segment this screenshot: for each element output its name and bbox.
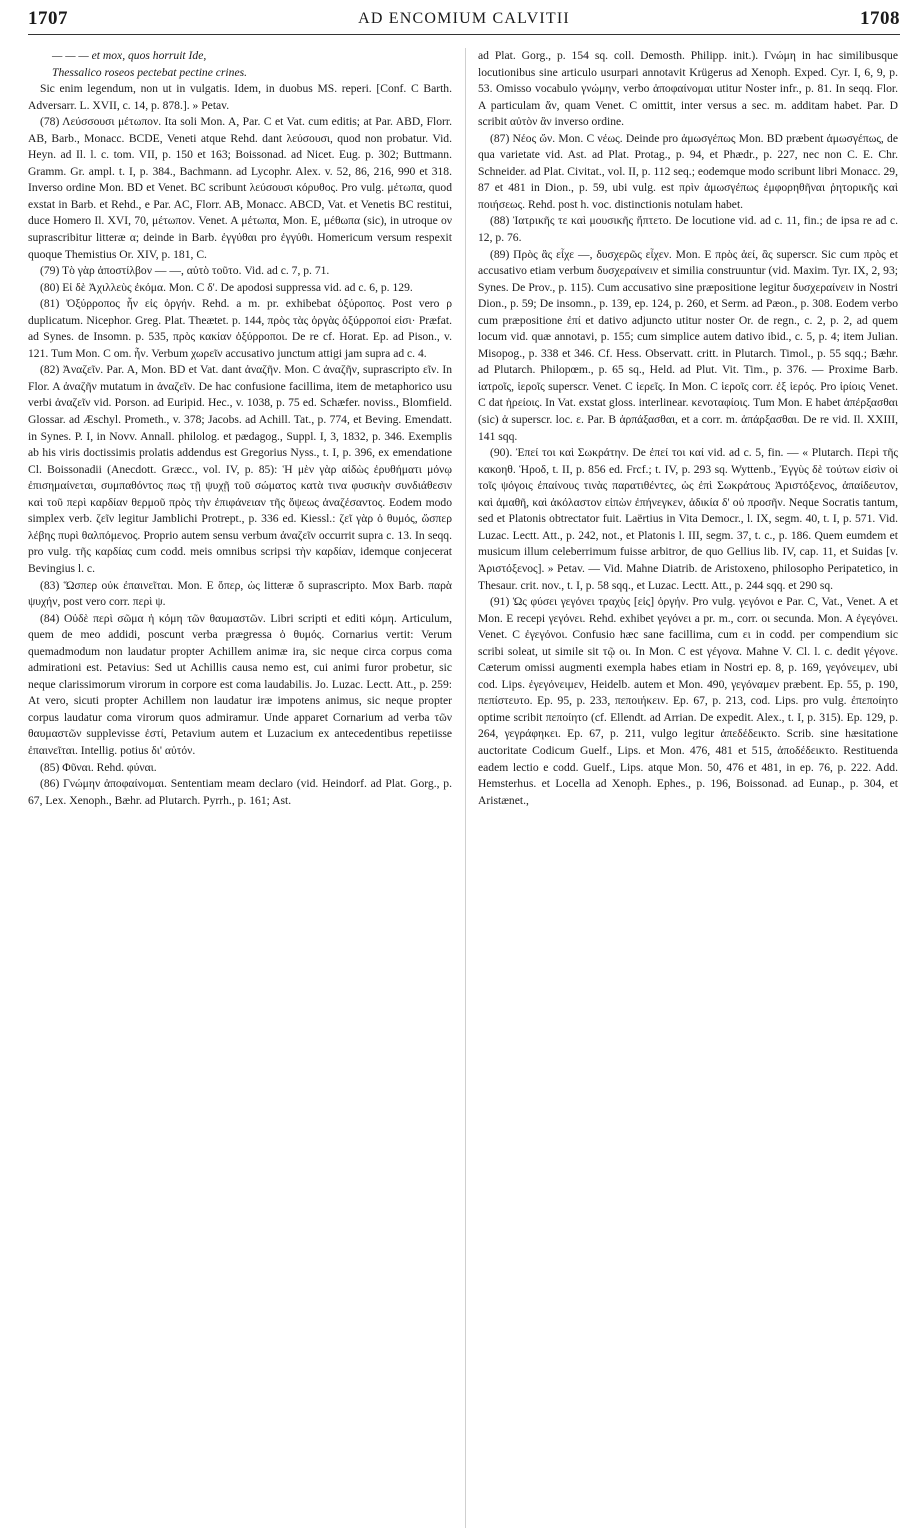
- paragraph-continued: ad Plat. Gorg., p. 154 sq. coll. Demosth. Philipp. init.). Γνώμη in hac similibusque locutionibus sine articulo usurpari annotavit Krügerus ad Xenoph. Exped. Cyr. I, 6, 9, p. 53. Omisso vocabulo γνώμην, verbo ἀποφαίνομαι utitur Noster infr., p. 81. In seqq. Flor. A particulam ἄν, quam Venet. C omittit, inter versus a sec. m. additam habet. Par. D scribit αὐτὸν ἂν inverso ordine.: [478, 49, 898, 129]
- running-title: AD ENCOMIUM CALVITII: [358, 10, 570, 27]
- note-78: (78) Λεύσσουσι μέτωπον. Ita soli Mon. A, Par. C et Vat. cum editis; at Par. ABD, Florr. AB, Barb., Monacc. BCDE, Veneti atque Rehd. dant λεύσουσι, quod non probatur. Vid. Heyn. ad Il. l. c. tom. VII, p. 150 et 163; Boissonad. ad Nicet. Eug. p. 302; Buttmann. Gramm. Gr. ampl. t. I, p. 384., Bachmann. ad Lycophr. Alex. v. 52, 86, 216, 990 et 318. Inverso ordine Mon. BD et Venet. BC scribunt λεύσουσι κόρυθος. Pro vulg. μέτωπα, quod exstat in Barb. et Rehd., e Par. AC, Florr. AB, Monacc. ABCD, Vat. et Venetis BC restitui, duce Homero Il. XVI, 70, μέτωπον. Venet. A μέτωπα, Mon. E, μέθωπα (sic), in utroque ον suprascribitur litteræ α; deinde in Barb. ἐγγύθαι pro ἐγγύθι. Homericum versum respexit quoque Themistius Or. XIV, p. 181, C.: [28, 115, 452, 261]
- note-84: (84) Οὐδὲ περὶ σῶμα ἡ κόμη τῶν θαυμαστῶν. Libri scripti et editi κόμη. Articulum, quem de meo addidi, poscunt verba prægressa ὁ θυμός. Cornarius vertit: Verum quemadmodum non laudatur propter Achillem animæ ira, sic neque circa corpus coma admirationi est. Petavius: Sed ut Achillis causa nemo est, cui animi furor probetur, sic neque clarissimorum virorum in corpore est coma laudabilis. Jo. Luzac. Lectt. Att., p. 259: At vero, sicuti propter Achillem non laudatur iræ impotens animus, sic neque propter corpus laudatur coma virorum quos admiramur. Unde apparet Cornarium ad verba τῶν θαυμαστῶν supplevisse ἐστί, Petavium autem et Luzacium ex antecedentibus repetiisse ἐπαινεῖται. Intellig. potius δι' αὐτόν.: [28, 611, 452, 757]
- note-89: (89) Πρὸς ἃς εἶχε —, δυσχερῶς εἶχεν. Mon. E πρὸς ἀεί, ἃς superscr. Sic cum πρὸς et accusativo etiam verbum δυσχεραίνειν et similia construuntur (vid. Maxim. Tyr. IX, 2, 93; Synes. De Prov., p. 115). Cum accusativo sine præpositione legitur δυσχεραίνειν in Nostri Dion., p. 59; De insomn., p. 139, ep. 124, p. 260, et Serm. ad Pæon., p. 308. Eodem verbo cum præpositione ἐπί et dativo adjuncto utitur noster Or. de regn., c. 2, p. 2, ad quem locum vid. quæ annotavi, p. 155; cum simplice autem dativo ibid., c. 5, p. 4; item Julian. Misopog., p. 338 et 346. Cf. Hess. Observatt. critt. in Plutarch. Timol., p. 55 sqq.; Bæhr. ad Plutarch. Philopœm., p. 65 sq., Held. ad Plut. Vit. Tim., p. 376. — Proxime Barb. ἰατροῖς, ἱεροῖς superscr. Venet. C ἱερεῖς. In Mon. C ἱεροῖς corr. ἐξ ἱερός. Pro ἱρίοις Venet. C dat ἡρείοις. In Vat. exstat gloss. interlinear. κενοταφίοις. Tum Mon. E habet ἀπέρξασθαι (sic) ἁ superscr. loc. ε. Par. B ἀρπάξασθαι, et a corr. m. ἀπάρξασθαι. De re vid. Il. XXIII, 141 sqq.: [478, 247, 898, 443]
- page-number-right: 1708: [860, 8, 900, 29]
- note-80: (80) Εἰ δὲ Ἀχιλλεὺς ἐκόμα. Mon. C δ'. De apodosi suppressa vid. ad c. 6, p. 129.: [40, 280, 413, 294]
- right-column: [478, 48, 898, 1530]
- note-83: (83) Ὥσπερ οὐκ ἐπαινεῖται. Mon. E ὅπερ, ὡς litteræ ὅ suprascripto. Mox Barb. παρὰ ψυχήν, post vero corr. περὶ ψ.: [28, 578, 452, 609]
- paragraph: Sic enim legendum, non ut in vulgatis. Idem, in duobus MS. reperi. [Conf. C Barth. Adversarr. L. XVII, c. 14, p. 878.]. » Petav.: [28, 82, 452, 112]
- note-79: (79) Τὸ γὰρ ἀποστίλβον — —, αὐτὸ τοῦτο. Vid. ad c. 7, p. 71.: [40, 264, 330, 278]
- note-87: (87) Νέος ὤν. Mon. C νέως. Deinde pro ἀμωσγέπως Mon. BD præbent ἀμωσγέπως, de qua varietate vid. Ast. ad Plat. Protag., p. 94, et Phædr., p. 227, nec non C. E. Chr. Schneider. ad Plat. Civitat., vol. II, p. 112 seq.; eodemque modo scribunt libri Monacc. 29, 87 et 481 in Dion., p. 59, ubi vulg. est πρὶν ἀμωσγέπως ἐμφορηθῆναι ῥητορικῆς καὶ ποιήσεως. Rehd. post h. voc. distinctionis notulam habet.: [478, 131, 898, 211]
- verse-line: — — — et mox, quos horruit Ide,: [52, 49, 207, 62]
- note-91: (91) Ὡς φύσει γεγόνει τραχὺς [εἰς] ὀργήν. Pro vulg. γεγόνοι e Par. C, Vat., Venet. A et Mon. E recepi γεγόνει. Rehd. exhibet γεγόνει a pr. m., corr. οι secunda. Mon. A ἐγεγόνει. Venet. C ἐγεγόνοι. Confusio hæc sane facillima, cum ει in codd. per compendium sic scribi soleat, ut simile sit τῷ οι. In Mon. C est γέγονα. Mahne V. Cl. l. c. dedit γέγονε. Cæterum omissi augmenti exempla habes etiam in Nostri ep. 8, p. 169, γεγόνειμεν, ubi cod. Lips. ἐγεγόνειμεν, Heidelb. autem et Mon. 490, γεγόναμεν præbent. Ep. 55, p. 190, πεπίστευτο. Ep. 95, p. 233, πεποιήκειν. Ep. 67, p. 213, cod. Lips. pro vulg. ἐπεποίητο optime scribit πεποίητο (cf. Ellendt. ad Arrian. De expedit. Alex., t. I, p. 315). Ep. 129, p. 264, γεγράφηκει. Ep. 67, p. 211, vulgo legitur ἀπεδέδεικτο. Scrib. sine hæsitatione auctoritate Codicum Guelf., Lips. et Mon. 476, 481 et 515, ἀποδέδεικτο. Restituenda eadem lectio e codd. Guelf., Lips. atque Mon. 50, 476 et 481, in ep. 76, p. 222. Add. Hemsterhus. et Locella ad Xenoph. Ephes., p. 196, Boissonad. ad Eunap., p. 304, et Aristænet.,: [478, 595, 898, 807]
- note-81: (81) Ὀξύρροπος ἦν εἰς ὀργήν. Rehd. a m. pr. exhibebat ὀξύροπος. Post vero ρ duplicatum. Nicephor. Greg. Plat. Theætet. p. 144, πρὸς τὰς ὀργὰς ὀξύρροποί εἰσι· Præfat. ad Synes. de Insomn. p. 535, πρὸς κακίαν ὀξύρροποι. De re cf. Horat. Ep. ad Pison., v. 121. Tum Mon. C om. ἦν. Verbum χωρεῖν accusativo junctum attigi jam supra ad c. 4.: [28, 297, 452, 360]
- note-86: (86) Γνώμην ἀποφαίνομαι. Sententiam meam declaro (vid. Heindorf. ad Plat. Gorg., p. 67, Lex. Xenoph., Bæhr. ad Plutarch. Pyrrh., p. 161; Ast.: [28, 777, 452, 807]
- verse-line: Thessalico roseos pectebat pectine crines.: [52, 65, 248, 79]
- page-number-left: 1707: [28, 8, 68, 29]
- note-82: (82) Ἀναζεῖν. Par. A, Mon. BD et Vat. dant ἀναζῆν. Mon. C ἀναζῆν, suprascripto εῖν. In Flor. A ἀναζῆν mutatum in ἀναζεῖν. De hac confusione facillima, item de metaphorico usu verbi ἀναζεῖν vid. Porson. ad Euripid. Hec., v. 1038, p. 75 ed. Schæfer. noviss., Blomfield. Glossar. ad Æschyl. Prometh., v. 378; Jacobs. ad Achill. Tat., p. 774, et Beving. Emendatt. in Synes. P. I, in Novv. Annall. philolog. et pædagog., Suppl. I, 3, 1832, p. 346. Exemplis ab his viris doctissimis prolatis addendus est Gregorius Nyss., t. I, p. 396, ex emendatione Cl. Boissonadii (Anecdott. Græcc., vol. IV, p. 85): Ἡ μὲν γὰρ αἰδὼς ἐρυθήματι μόνῳ ἐπισημαίνεται, συμπαθόντος πως τῇ ψυχῇ τοῦ σώματος κατὰ τινα φυσικὴν συνδιάθεσιν καὶ τοῦ περὶ καρδίαν θερμοῦ πρὸς τὴν ἐπιφάνειαν τῆς ὄψεως ἀναζέσαντος. Eodem modo simplex verb. ζεῖν legitur Jamblichi Protrept., p. 336 ed. Kiessl.: ζεῖ γὰρ ὁ θυμός, ὥσπερ λέβης πυρὶ θαλπόμενος. Proprio autem sensu verbum ἀναζεῖν occurrit supra c. 13. In seqq. pro vulg. τῆς καρδίας cum codd. meis omnibus scripsi τὴν καρδίαν, idemque conjecerat Bevingius l. c.: [28, 363, 452, 575]
- header-rule: [28, 34, 900, 35]
- left-column: [28, 48, 452, 1530]
- column-divider: [465, 48, 466, 1528]
- note-90: (90). Ἐπεί τοι καὶ Σωκράτην. De ἐπεί τοι καί vid. ad c. 5, fin. — « Plutarch. Περὶ τῆς κακοηθ. Ἡροδ, t. II, p. 856 ed. Frcf.; t. IV, p. 293 sq. Wyttenb., Ἐγγὺς δὲ τούτων εἰσὶν οἱ τοῖς ψόγοις ἐπαίνους τινὰς παρατιθέντες, ὡς ἐπὶ Σωκράτους Ἀριστόξενος, ἀπαίδευτον, καὶ ἀμαθῆ, καὶ ἀκόλαστον εἰπὼν ἐπήνεγκεν, ἀδικία δ' οὐ προσῆν. Neque Socratis tantum, sed et Platonis obtrectator fuit. Laërtius in Vita Democr., l. IX, segm. 40, t. I, p. 571. Vid. Luzac. Lectt. Att., p. 242, not., et Platonis l. III, segm. 37, t. c., p. 186. Quem eumdem et musicum illum celeberrimum fuisse arbitror, de quo Gellius lib. IV, cap. 11, et Suidas [v. Ἀριστόξενος]. » Petav. — Vid. Mahne Diatrib. de Aristoxeno, philosopho Peripatetico, in Thesaur. crit. nov., t. I, p. 58 sqq., et Luzac. Lectt. Att., p. 244 sqq. et 290 sq.: [478, 446, 898, 592]
- note-85: (85) Φῦναι. Rehd. φύναι.: [40, 760, 157, 774]
- note-88: (88) Ἰατρικῆς τε καὶ μουσικῆς ἥπτετο. De locutione vid. ad c. 11, fin.; de ipsa re ad c. 12, p. 76.: [478, 214, 898, 245]
